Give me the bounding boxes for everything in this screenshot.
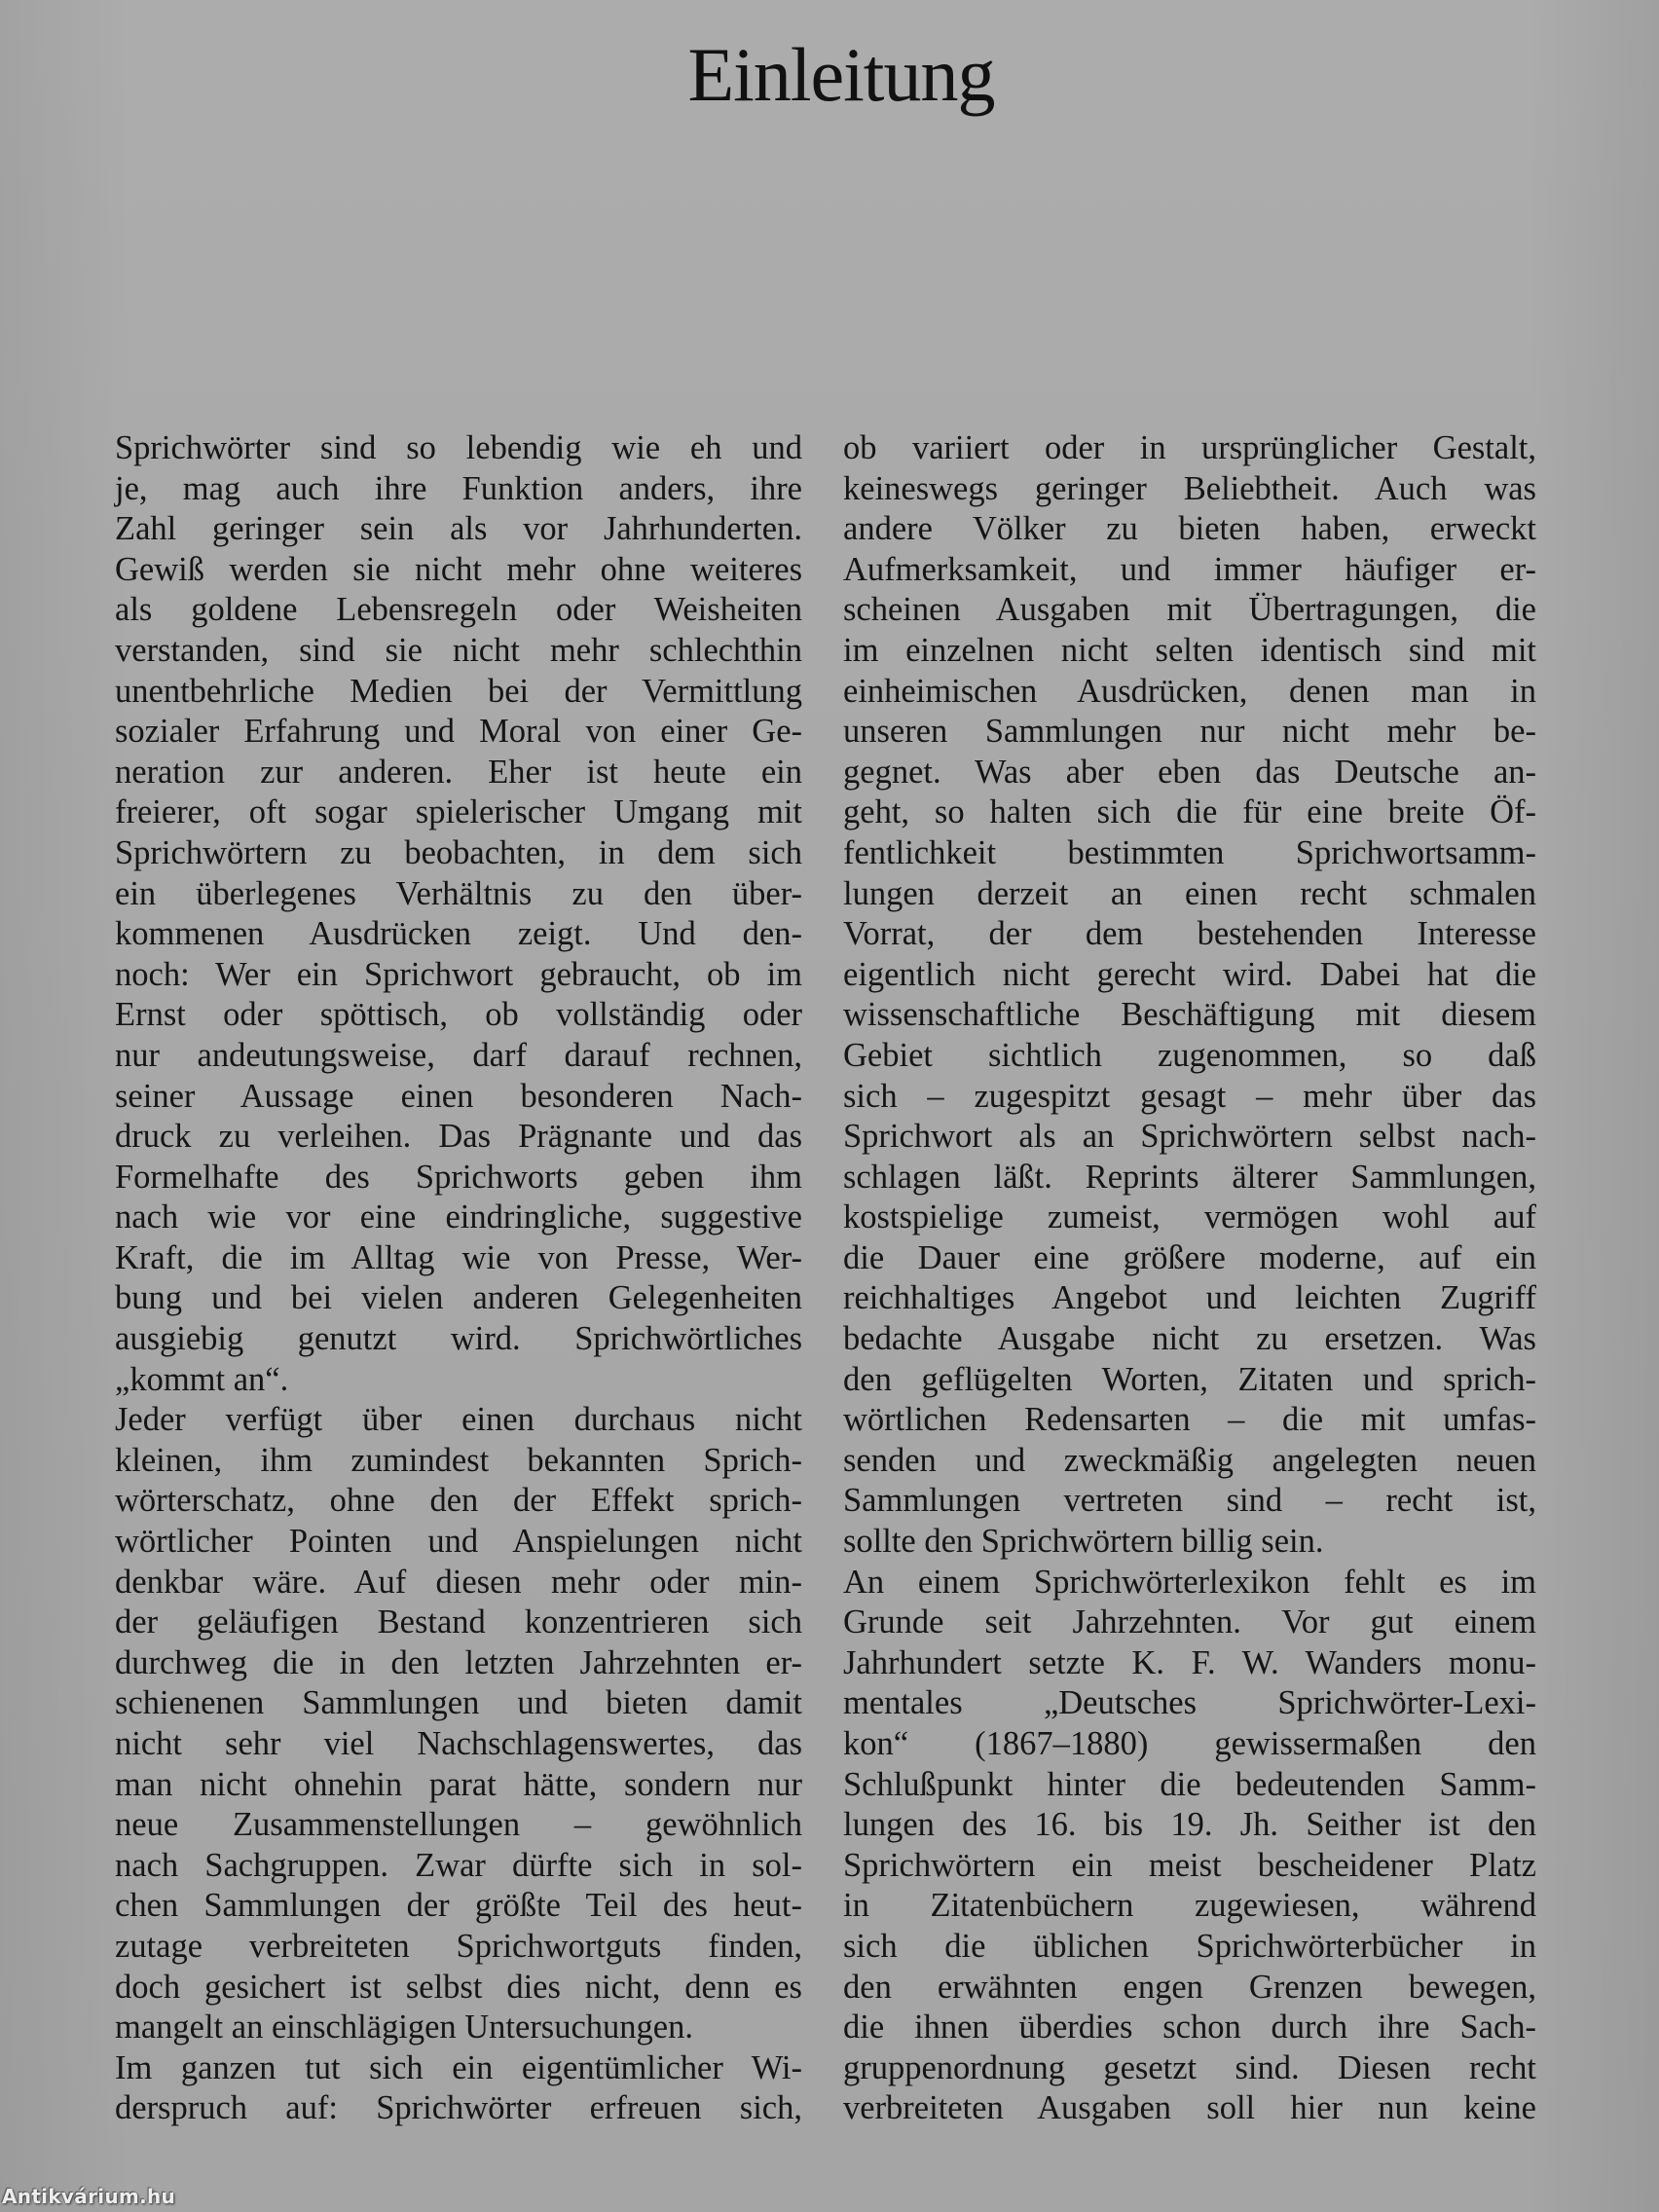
text-line: Sprichwort als an Sprichwörtern selbst nach- bbox=[843, 1118, 1536, 1156]
text-line: kon“ (1867–1880) gewissermaßen den bbox=[843, 1725, 1536, 1762]
text-line: in Zitatenbüchern zugewiesen, während bbox=[843, 1887, 1536, 1925]
text-line: unseren Sammlungen nur nicht mehr be- bbox=[843, 713, 1536, 751]
text-line: chen Sammlungen der größte Teil des heut- bbox=[115, 1887, 802, 1925]
text-line: derspruch auf: Sprichwörter erfreuen sich, bbox=[115, 2089, 802, 2127]
text-line: senden und zweckmäßig angelegten neuen bbox=[843, 1441, 1536, 1479]
text-column-right bbox=[843, 428, 1536, 2129]
text-line: keineswegs geringer Beliebtheit. Auch was bbox=[843, 469, 1536, 507]
text-line: einheimischen Ausdrücken, denen man in bbox=[843, 672, 1536, 710]
paragraph-first-line: Sprichwörter sind so lebendig wie eh und bbox=[115, 429, 802, 466]
text-line: bedachte Ausgabe nicht zu ersetzen. Was bbox=[843, 1320, 1536, 1358]
text-line: sollte den Sprichwörtern billig sein. bbox=[843, 1523, 1324, 1561]
text-line: den geflügelten Worten, Zitaten und sprich- bbox=[843, 1360, 1536, 1398]
text-line: man nicht ohnehin parat hätte, sondern nur bbox=[115, 1765, 802, 1803]
text-line: als goldene Lebensregeln oder Weisheiten bbox=[115, 591, 802, 629]
text-line: ausgiebig genutzt wird. Sprichwörtliches bbox=[115, 1320, 802, 1358]
text-line: Zahl geringer sein als vor Jahrhunderten. bbox=[115, 510, 802, 548]
text-line: geht, so halten sich die für eine breite Öf- bbox=[843, 793, 1536, 831]
text-line: Vorrat, der dem bestehenden Interesse bbox=[843, 915, 1536, 953]
text-line: ein überlegenes Verhältnis zu den über- bbox=[115, 874, 802, 912]
text-line: Gebiet sichtlich zugenommen, so daß bbox=[843, 1036, 1536, 1074]
text-line: Formelhafte des Sprichworts geben ihm bbox=[115, 1158, 802, 1196]
text-line: denkbar wäre. Auf diesen mehr oder min- bbox=[115, 1563, 802, 1601]
text-line: durchweg die in den letzten Jahrzehnten er- bbox=[115, 1643, 802, 1681]
text-line: lungen derzeit an einen recht schmalen bbox=[843, 874, 1536, 912]
text-line: eigentlich nicht gerecht wird. Dabei hat die bbox=[843, 955, 1536, 993]
text-line: doch gesichert ist selbst dies nicht, denn es bbox=[115, 1968, 802, 2006]
text-column-left bbox=[115, 428, 802, 2129]
text-line: scheinen Ausgaben mit Übertragungen, die bbox=[843, 591, 1536, 629]
text-line: reichhaltiges Angebot und leichten Zugriff bbox=[843, 1279, 1536, 1317]
text-line: verstanden, sind sie nicht mehr schlechthin bbox=[115, 631, 802, 669]
text-line: neue Zusammenstellungen – gewöhnlich bbox=[115, 1806, 802, 1844]
text-line: sich – zugespitzt gesagt – mehr über das bbox=[843, 1077, 1536, 1115]
text-line: bung und bei vielen anderen Gelegenheiten bbox=[115, 1279, 802, 1317]
text-line: der geläufigen Bestand konzentrieren sich bbox=[115, 1604, 802, 1641]
text-line: sozialer Erfahrung und Moral von einer Ge- bbox=[115, 713, 802, 751]
text-line: den erwähnten engen Grenzen bewegen, bbox=[843, 1968, 1536, 2006]
text-line: ob variiert oder in ursprünglicher Gestalt, bbox=[843, 429, 1536, 466]
text-line: nach wie vor eine eindringliche, suggestive bbox=[115, 1198, 802, 1236]
text-line: nach Sachgruppen. Zwar dürfte sich in sol- bbox=[115, 1846, 802, 1884]
paragraph-first-line: An einem Sprichwörterlexikon fehlt es im bbox=[843, 1563, 1536, 1601]
text-line: andere Völker zu bieten haben, erweckt bbox=[843, 510, 1536, 548]
paragraph-first-line: Im ganzen tut sich ein eigentümlicher Wi- bbox=[115, 2048, 802, 2086]
text-line: seiner Aussage einen besonderen Nach- bbox=[115, 1077, 802, 1115]
text-line: Ernst oder spöttisch, ob vollständig oder bbox=[115, 996, 802, 1034]
text-line: schlagen läßt. Reprints älterer Sammlungen, bbox=[843, 1158, 1536, 1196]
text-line: Gewiß werden sie nicht mehr ohne weiteres bbox=[115, 550, 802, 588]
text-line: fentlichkeit bestimmten Sprichwortsamm- bbox=[843, 833, 1536, 871]
text-line: „kommt an“. bbox=[115, 1360, 289, 1398]
text-line: wörterschatz, ohne den der Effekt sprich- bbox=[115, 1482, 802, 1520]
text-line: verbreiteten Ausgaben soll hier nun keine bbox=[843, 2089, 1536, 2127]
text-line: wörtlicher Pointen und Anspielungen nicht bbox=[115, 1523, 802, 1561]
text-line: Grunde seit Jahrzehnten. Vor gut einem bbox=[843, 1604, 1536, 1641]
page-title: Einleitung bbox=[687, 32, 995, 117]
text-line: die Dauer eine größere moderne, auf ein bbox=[843, 1238, 1536, 1276]
text-line: lungen des 16. bis 19. Jh. Seither ist den bbox=[843, 1806, 1536, 1844]
text-line: nur andeutungsweise, darf darauf rechnen, bbox=[115, 1036, 802, 1074]
text-line: kleinen, ihm zumindest bekannten Sprich- bbox=[115, 1441, 802, 1479]
paragraph-first-line: Jeder verfügt über einen durchaus nicht bbox=[115, 1401, 802, 1439]
text-line: Sprichwörtern ein meist bescheidener Platz bbox=[843, 1846, 1536, 1884]
text-line: kostspielige zumeist, vermögen wohl auf bbox=[843, 1198, 1536, 1236]
text-line: schienenen Sammlungen und bieten damit bbox=[115, 1684, 802, 1722]
text-line: mentales „Deutsches Sprichwörter-Lexi- bbox=[843, 1684, 1536, 1722]
text-line: Sprichwörtern zu beobachten, in dem sich bbox=[115, 833, 802, 871]
text-line: kommenen Ausdrücken zeigt. Und den- bbox=[115, 915, 802, 953]
text-line: wörtlichen Redensarten – die mit umfas- bbox=[843, 1401, 1536, 1439]
text-line: Aufmerksamkeit, und immer häufiger er- bbox=[843, 550, 1536, 588]
text-line: neration zur anderen. Eher ist heute ein bbox=[115, 753, 802, 791]
text-line: die ihnen überdies schon durch ihre Sach- bbox=[843, 2009, 1536, 2046]
text-line: druck zu verleihen. Das Prägnante und das bbox=[115, 1118, 802, 1156]
text-line: je, mag auch ihre Funktion anders, ihre bbox=[115, 469, 802, 507]
text-line: im einzelnen nicht selten identisch sind mit bbox=[843, 631, 1536, 669]
text-line: Kraft, die im Alltag wie von Presse, Wer- bbox=[115, 1238, 802, 1276]
text-line: gegnet. Was aber eben das Deutsche an- bbox=[843, 753, 1536, 791]
text-line: freierer, oft sogar spielerischer Umgang mit bbox=[115, 793, 802, 831]
text-line: zutage verbreiteten Sprichwortguts finden, bbox=[115, 1927, 802, 1965]
text-line: wissenschaftliche Beschäftigung mit diesem bbox=[843, 996, 1536, 1034]
text-line: sich die üblichen Sprichwörterbücher in bbox=[843, 1927, 1536, 1965]
text-line: gruppenordnung gesetzt sind. Diesen recht bbox=[843, 2048, 1536, 2086]
text-line: unentbehrliche Medien bei der Vermittlung bbox=[115, 672, 802, 710]
text-line: mangelt an einschlägigen Untersuchungen. bbox=[115, 2009, 693, 2046]
text-line: nicht sehr viel Nachschlagenswertes, das bbox=[115, 1725, 802, 1762]
watermark: Antikvárium.hu bbox=[2, 2185, 176, 2208]
text-line: noch: Wer ein Sprichwort gebraucht, ob im bbox=[115, 955, 802, 993]
text-line: Sammlungen vertreten sind – recht ist, bbox=[843, 1482, 1536, 1520]
text-line: Schlußpunkt hinter die bedeutenden Samm- bbox=[843, 1765, 1536, 1803]
text-line: Jahrhundert setzte K. F. W. Wanders monu- bbox=[843, 1643, 1536, 1681]
